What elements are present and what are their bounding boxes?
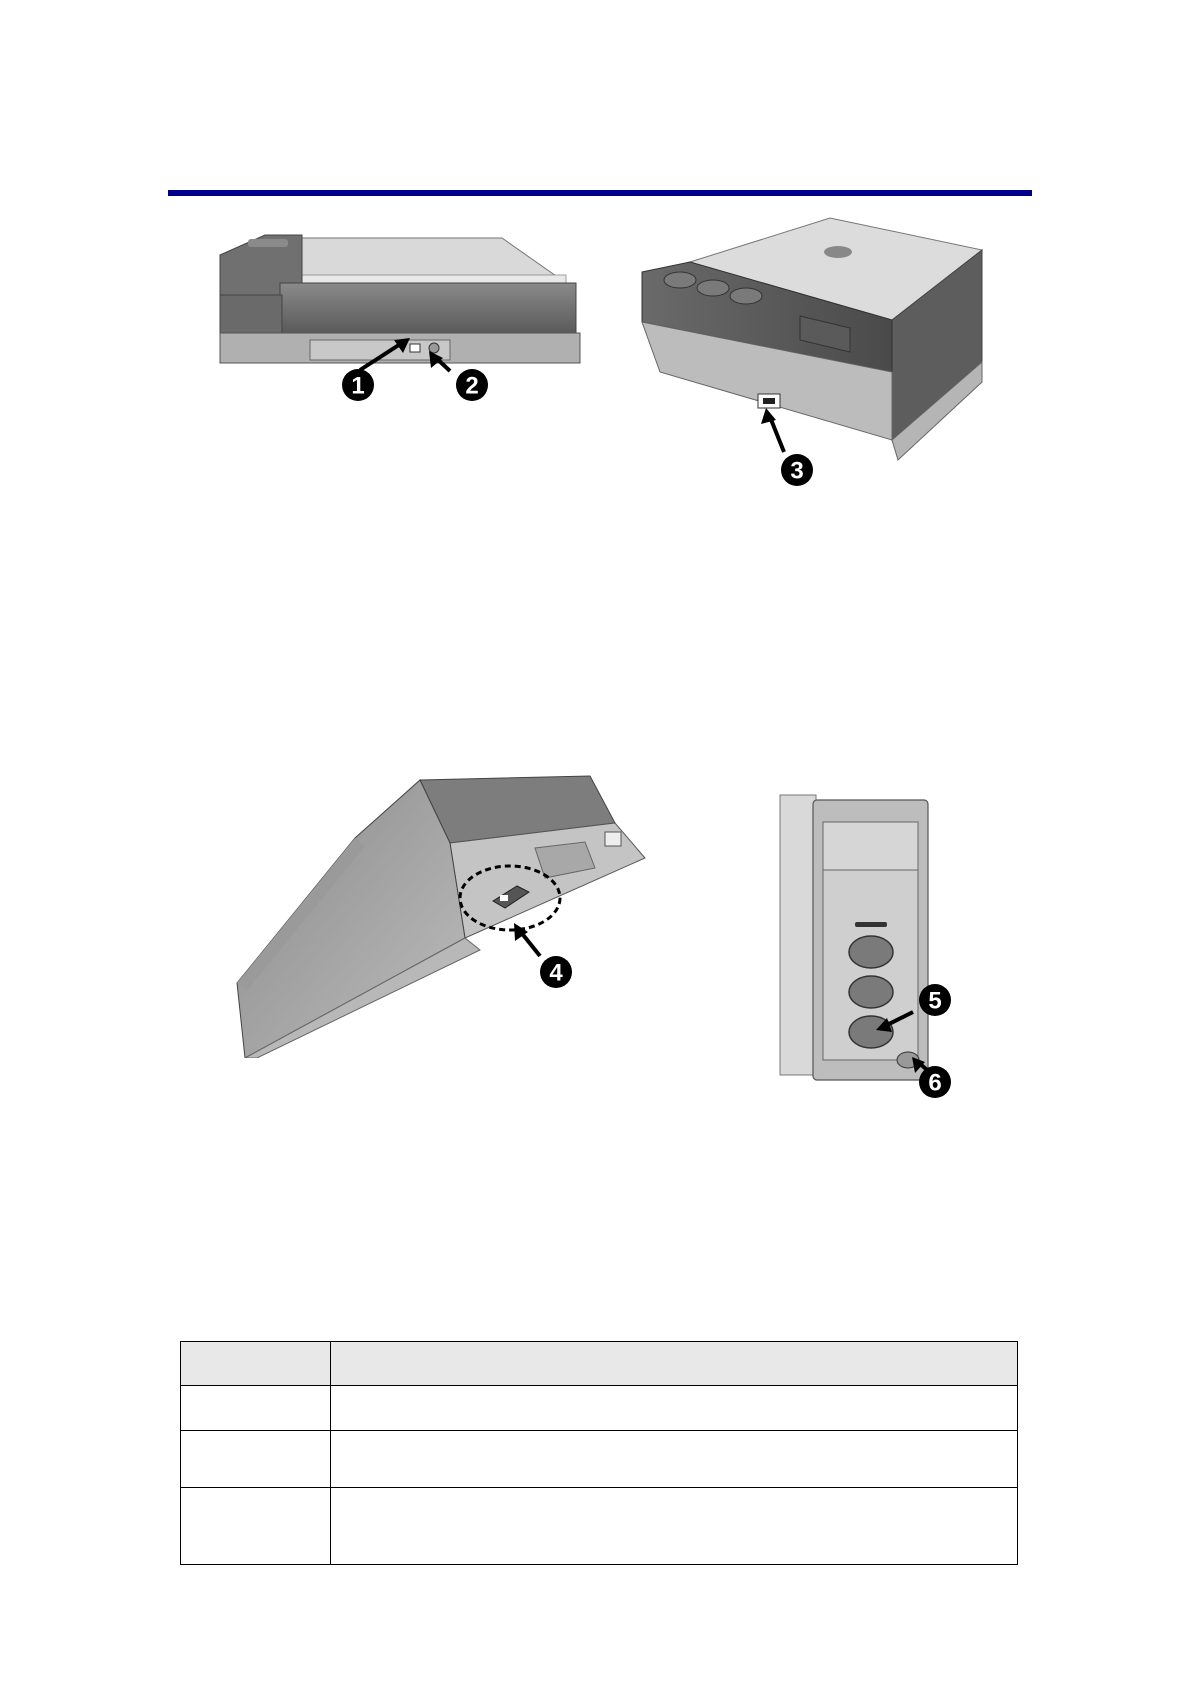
table-row (181, 1431, 1018, 1488)
callout-badge-5 (919, 984, 951, 1016)
scanner-perspective-view (630, 212, 1010, 522)
parts-table (180, 1341, 1018, 1565)
table-cell (181, 1431, 331, 1488)
svg-text:4: 4 (549, 959, 563, 987)
table-row (181, 1488, 1018, 1565)
callout-badge-6 (919, 1066, 951, 1098)
svg-text:2: 2 (465, 372, 479, 400)
table-cell (181, 1488, 331, 1565)
callout-badge-2 (456, 369, 488, 401)
scanner-button-panel (775, 790, 975, 1110)
svg-text:3: 3 (790, 457, 804, 485)
table-row (181, 1386, 1018, 1431)
table-cell (331, 1488, 1018, 1565)
table-cell (181, 1386, 331, 1431)
header-rule (168, 190, 1032, 196)
callout-badge-4 (540, 956, 572, 988)
callout-badge-1 (342, 369, 374, 401)
table-header-cell (331, 1342, 1018, 1386)
svg-text:1: 1 (351, 372, 365, 400)
scanner-front-view (210, 225, 590, 415)
svg-text:6: 6 (928, 1069, 942, 1097)
table-header-cell (181, 1342, 331, 1386)
scanner-underside-view (235, 768, 665, 1058)
table-cell (331, 1386, 1018, 1431)
svg-text:5: 5 (928, 987, 942, 1015)
table-header-row (181, 1342, 1018, 1386)
callout-badge-3 (781, 454, 813, 486)
table-cell (331, 1431, 1018, 1488)
